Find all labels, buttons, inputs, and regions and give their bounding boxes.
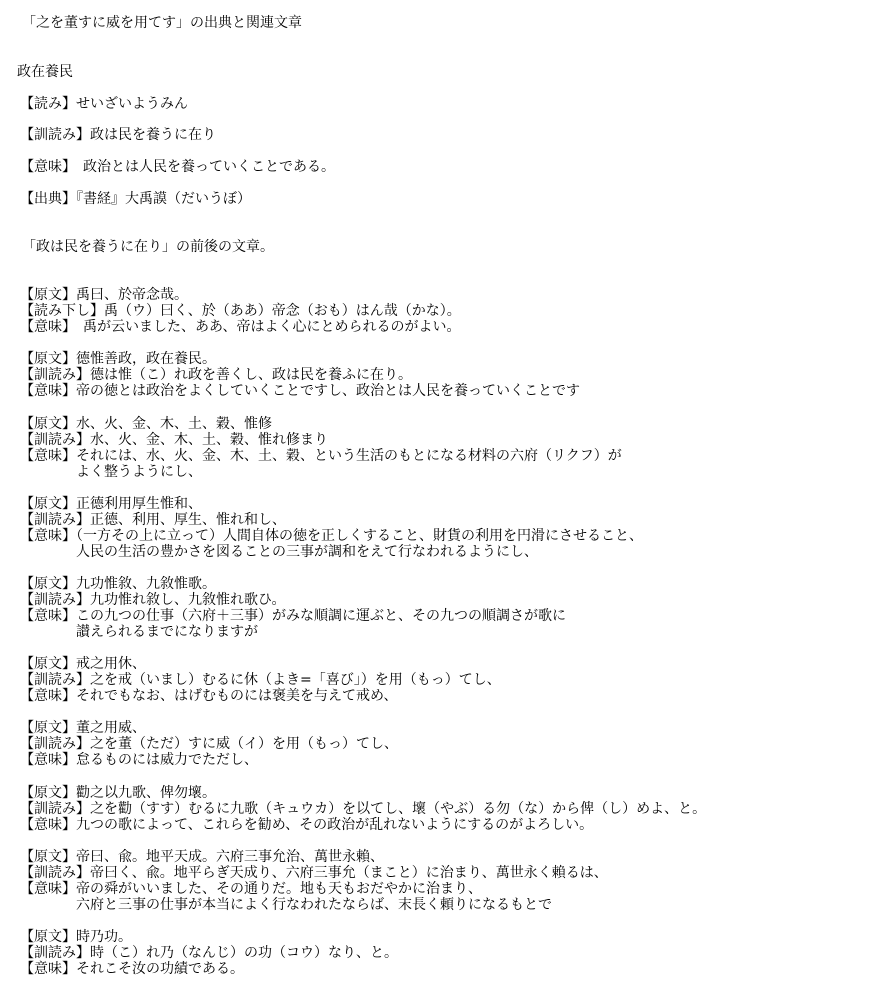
passage-line: 【訓読み】之を戒（いまし）むるに休（よき=「喜び」）を用（もっ）てし、 (20, 672, 501, 688)
passage-line: 【原文】帝曰、兪。地平天成。六府三事允治、萬世永賴、 (20, 849, 384, 865)
passage-line: 【読み下し】禹（ウ）曰く、於（ああ）帝念（おも）はん哉（かな）。 (20, 303, 461, 319)
info-yomi: 【読み】せいざいようみん (20, 96, 188, 112)
passage-line: 【意味】 禹が云いました、ああ、帝はよく心にとめられるのがよい。 (20, 319, 461, 335)
passage-line: 【意味】それでもなお、はげむものには褒美を与えて戒め、 (20, 688, 398, 704)
passage-line: 【訓読み】正德、利用、厚生、惟れ和し、 (20, 512, 286, 528)
passage-line: 【原文】時乃功。 (20, 929, 132, 945)
passage-line: 【原文】戒之用休、 (20, 656, 146, 672)
passage-line: 【訓読み】帝曰く、兪。地平らぎ天成り、六府三事允（まこと）に治まり、萬世永く賴るは、 (20, 865, 608, 881)
passage-line: 【原文】正德利用厚生惟和、 (20, 496, 202, 512)
passage-line: 【訓読み】德は惟（こ）れ政を善くし、政は民を養ふに在り。 (20, 367, 412, 383)
passage-line: 【訓読み】之を勸（すす）むるに九歌（キュウカ）を以てし、壞（やぶ）る勿（な）から俾（し）めよ、と。 (20, 801, 707, 817)
passage-line: 【意味】それこそ汝の功績である。 (20, 961, 244, 977)
passage-line: 【意味】この九つの仕事（六府＋三事）がみな順調に運ぶと、その九つの順調さが歌に (20, 608, 566, 624)
passage-line: 六府と三事の仕事が本当によく行なわれたならば、末長く頼りになるもとで (20, 897, 552, 913)
context-heading: 「政は民を養うに在り」の前後の文章。 (22, 239, 274, 255)
passage-line: 【意味】それには、水、火、金、木、土、穀、という生活のもとになる材料の六府（リクフ）が (20, 448, 622, 464)
passage-line: 【訓読み】之を董（ただ）すに威（イ）を用（もっ）てし、 (20, 736, 398, 752)
passage-line: 【原文】董之用威、 (20, 720, 146, 736)
passage-line: 【原文】水、火、金、木、土、穀、惟修 (20, 416, 272, 432)
section-heading: 政在養民 (17, 64, 73, 80)
passage-line: 【訓読み】九功惟れ敘し、九敘惟れ歌ひ。 (20, 592, 286, 608)
passage-line: 【意味】怠るものには威力でただし、 (20, 752, 258, 768)
passage-line: 【意味】帝の舜がいいました、その通りだ。地も天もおだやかに治まり、 (20, 881, 482, 897)
passage-line: 【原文】勸之以九歌、俾勿壞。 (20, 785, 216, 801)
passage-line: 【原文】德惟善政，政在養民。 (20, 351, 216, 367)
passage-line: 【意味】帝の徳とは政治をよくしていくことですし、政治とは人民を養っていくことです (20, 383, 580, 399)
info-kundoku: 【訓読み】政は民を養うに在り (20, 127, 216, 143)
passage-line: よく整うようにし、 (20, 464, 202, 480)
passage-line: 【原文】禹曰、於帝念哉。 (20, 287, 188, 303)
info-shutten: 【出典】『書経』大禹謨（だいうぼ） (20, 191, 251, 207)
page-title: 「之を董すに威を用てす」の出典と関連文章 (22, 15, 302, 31)
passage-line: 讃えられるまでになりますが (20, 624, 258, 640)
passage-line: 【原文】九功惟敘、九敘惟歌。 (20, 576, 216, 592)
passage-line: 【訓読み】水、火、金、木、土、穀、惟れ修まり (20, 432, 328, 448)
passage-line: 【意味】九つの歌によって、これらを勧め、その政治が乱れないようにするのがよろしい。 (20, 817, 594, 833)
info-imi: 【意味】 政治とは人民を養っていくことである。 (20, 159, 335, 175)
passage-line: 【訓読み】時（こ）れ乃（なんじ）の功（コウ）なり、と。 (20, 945, 398, 961)
passage-line: 【意味】（一方その上に立って）人間自体の徳を正しくすること、財貨の利用を円滑にさせること、 (20, 528, 643, 544)
passage-line: 人民の生活の豊かさを図ることの三事が調和をえて行なわれるようにし、 (20, 544, 538, 560)
